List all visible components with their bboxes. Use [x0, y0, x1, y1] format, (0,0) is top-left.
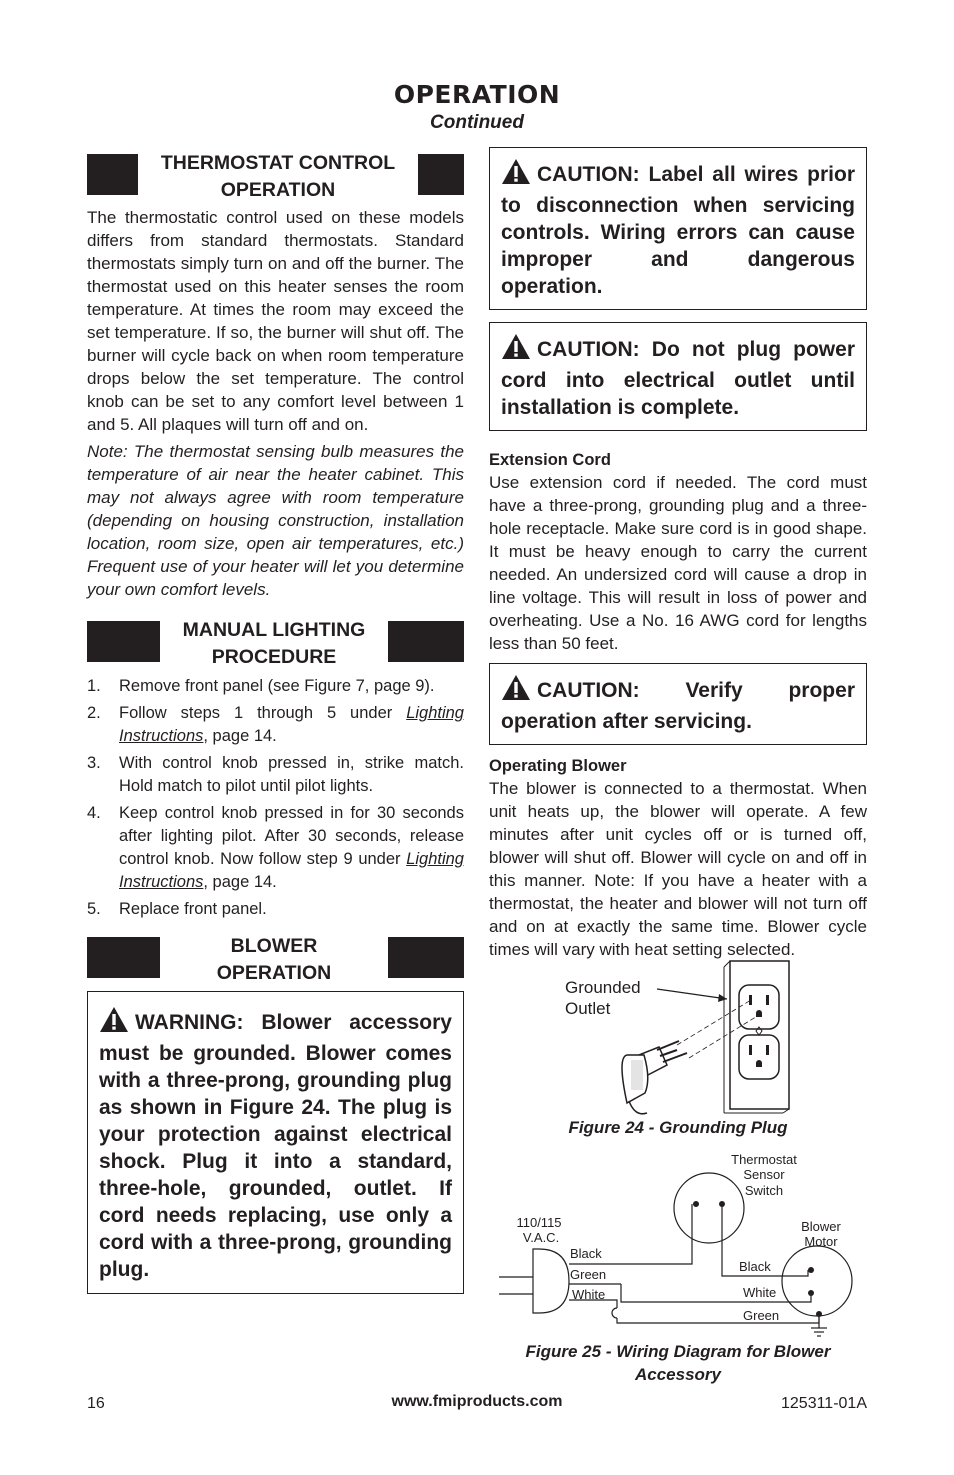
list-item: 2. Follow steps 1 through 5 under Lighting Instructions, page 14. — [87, 704, 464, 745]
manual-lighting-steps — [87, 675, 464, 921]
lighting-instructions-link[interactable]: Lighting Instructions — [119, 704, 464, 745]
list-item: 3. With control knob pressed in, strike match. Hold match to pilot until pilot lights. — [87, 754, 464, 795]
svg-text:Motor: Motor — [804, 1234, 838, 1249]
svg-text:Switch: Switch — [744, 1183, 784, 1198]
warning-triangle-icon — [99, 1006, 129, 1040]
page-number: 16 — [87, 1395, 105, 1412]
left-column — [87, 147, 464, 1294]
blower-warning-box: WARNING: Blower accessory must be grounded. Blower comes with a three-prong, grounding plug as shown in Figure 24. The plug is your protection against electrical shock. Plug it into a standard, three-hole, grounded, outlet. If cord needs replacing, use only a cord with a three-prong, grounding plug. — [87, 991, 464, 1294]
svg-text:Thermostat: Thermostat — [731, 1152, 797, 1167]
document-code: 125311-01A — [781, 1395, 867, 1412]
grounding-plug-figure — [489, 955, 867, 1120]
section-heading-manual-lighting: MANUAL LIGHTING PROCEDURE — [87, 617, 464, 671]
svg-text:110/115: 110/115 — [516, 1215, 562, 1230]
list-item: 1. Remove front panel (see Figure 7, page 9). — [87, 677, 435, 695]
section-heading-thermostat: THERMOSTAT CONTROL OPERATION — [87, 150, 464, 204]
thermostat-body: The thermostatic control used on these models differs from standard thermostats. Standard thermostats simply turn on and off the burner. The thermostat used on this heater senses the room temperature. At times the room may exceed the set temperature. If so, the burner will shut off. The burner will cycle back on when room temperature drops below the set temperature. The control knob can be set to any comfort level between 1 and 5. All plaques will turn off and on. — [87, 208, 464, 434]
warning-triangle-icon — [501, 158, 531, 192]
caution-power-cord-box: CAUTION: Do not plug power cord into electrical outlet until installation is complete. — [489, 322, 867, 431]
right-column — [489, 147, 867, 961]
caution-verify-box: CAUTION: Verify proper operation after servicing. — [489, 663, 867, 745]
operating-blower-heading: Operating Blower — [489, 757, 627, 775]
page-subtitle: Continued — [430, 112, 524, 133]
svg-text:Blower: Blower — [801, 1219, 841, 1234]
list-item: 4. Keep control knob pressed in for 30 seconds after lighting pilot. After 30 seconds, release control knob. Now follow step 9 under Lighting Instructions, page 14. — [87, 804, 464, 891]
svg-text:Sensor: Sensor — [743, 1167, 785, 1182]
wiring-diagram-figure — [489, 1148, 867, 1343]
svg-text:Black: Black — [570, 1246, 602, 1261]
extension-cord-body: Use extension cord if needed. The cord must have a three-prong, grounding plug and a three-hole receptacle. Make sure cord is in good shape. It must be heavy enough to carry the current needed. An undersized cord will cause a drop in line voltage. This will result in loss of power and overheating. Use a No. 16 AWG cord for lengths less than 50 feet. — [489, 473, 867, 653]
figure-24-caption: Figure 24 - Grounding Plug — [568, 1118, 788, 1137]
svg-text:Black: Black — [739, 1259, 771, 1274]
caution-label-wires-box: CAUTION: Label all wires prior to disconnection when servicing controls. Wiring errors can cause improper and dangerous operation. — [489, 147, 867, 310]
svg-text:White: White — [743, 1285, 777, 1300]
warning-triangle-icon — [501, 333, 531, 367]
grounded-outlet-label: Outlet — [565, 999, 611, 1018]
operating-blower-body: The blower is connected to a thermostat. When unit heats up, the blower will operate. A few minutes after unit cycles off or is turned off, blower will shut off. Blower will cycle on and off in this manner. Note: If you have a heater with a thermostat, the heater and blower will not turn off and on at exactly the same time. Blower cycle times will vary with heat setting selected. — [489, 779, 867, 959]
list-item: 5. Replace front panel. — [87, 900, 267, 918]
svg-text:Green: Green — [743, 1308, 780, 1323]
grounded-outlet-label: Grounded — [565, 978, 641, 997]
lighting-instructions-link[interactable]: Lighting Instructions — [119, 850, 464, 891]
warning-triangle-icon — [501, 674, 531, 708]
svg-text:V.A.C.: V.A.C. — [522, 1230, 560, 1245]
section-heading-blower-operation: BLOWER OPERATION — [87, 933, 464, 987]
svg-text:White: White — [572, 1287, 606, 1302]
extension-cord-heading: Extension Cord — [489, 451, 611, 469]
svg-text:Green: Green — [570, 1267, 607, 1282]
thermostat-note: Note: The thermostat sensing bulb measures the temperature of air near the heater cabinet. This may not always agree with room temperature (depending on housing construction, installation location, room size, open air temperatures, etc.) Frequent use of your heater will let you determine your own comfort levels. — [87, 442, 464, 599]
footer-url[interactable]: www.fmiproducts.com — [391, 1393, 563, 1410]
page-title: OPERATION — [393, 80, 561, 109]
figure-25-caption: Figure 25 - Wiring Diagram for Blower Accessory — [525, 1342, 831, 1384]
